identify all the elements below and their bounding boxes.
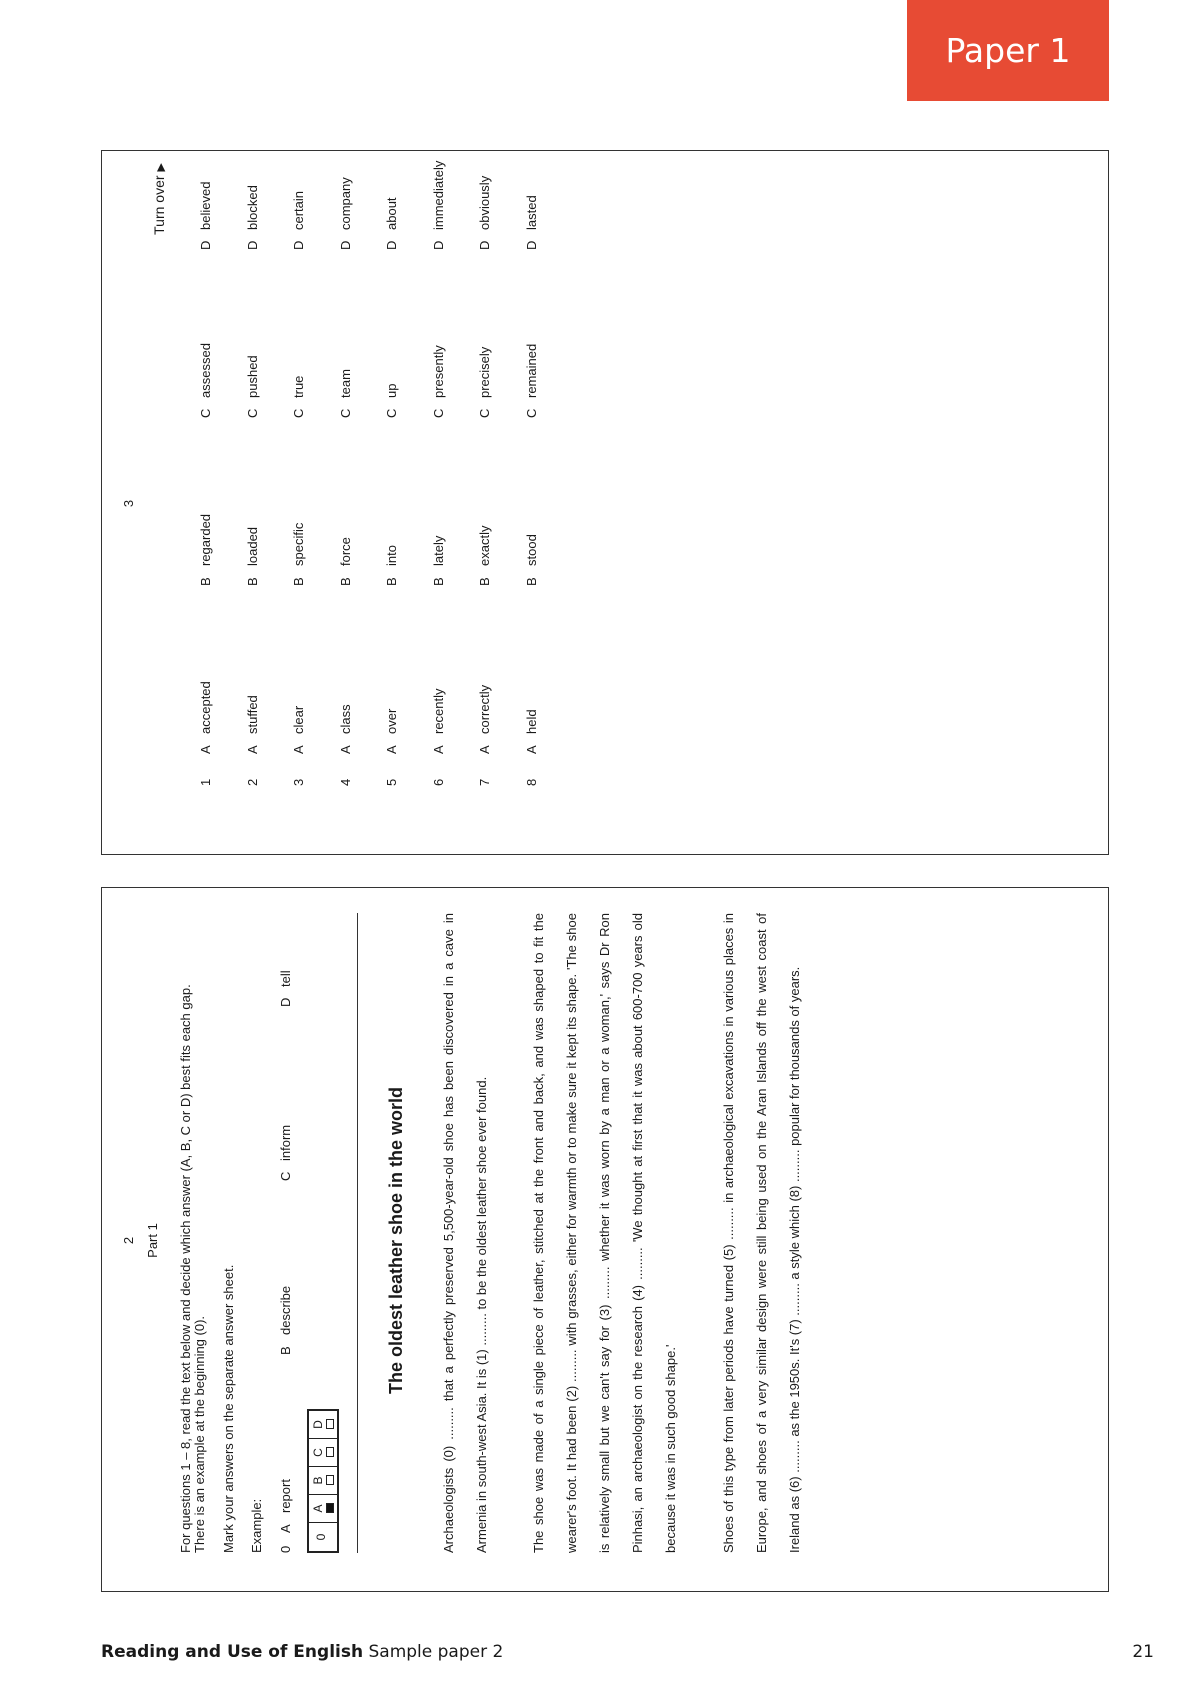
instruction-2: There is an example at the beginning (0). <box>192 1315 207 1553</box>
option-letter-d: D <box>384 240 399 250</box>
example-d: tell <box>278 970 293 987</box>
option-letter-a: A <box>523 745 539 754</box>
option-letter-d: D <box>291 240 306 250</box>
option-row <box>197 181 217 786</box>
option-letter-a: A <box>291 745 306 754</box>
page-2-panel <box>101 887 1109 1592</box>
option-letter-d: D <box>198 240 213 250</box>
option-c: presently <box>430 345 446 398</box>
paper-tab: Paper 1 <box>907 0 1109 101</box>
option-letter-d: D <box>244 240 260 250</box>
footer-page-number: 21 <box>1132 1642 1154 1662</box>
example-box-c-letter: C <box>311 1448 325 1457</box>
option-letter-d: D <box>523 240 539 250</box>
option-letter-b: B <box>291 577 306 586</box>
option-letter-b: B <box>523 577 539 586</box>
option-letter-c: C <box>430 408 446 418</box>
option-row <box>476 175 496 786</box>
empty-mark <box>326 1447 334 1457</box>
example-box-b-letter: B <box>311 1476 325 1485</box>
option-b: lately <box>430 535 446 566</box>
option-letter-a: A <box>477 745 492 754</box>
example-b-letter: B <box>278 1346 293 1355</box>
turn-over-label: Turn over <box>151 175 167 235</box>
option-letter-c: C <box>291 408 306 418</box>
example-box-num: 0 <box>314 1533 328 1541</box>
option-b: into <box>384 545 399 566</box>
example-box-a <box>309 1495 337 1523</box>
option-b: loaded <box>244 526 260 566</box>
option-number: 6 <box>430 778 446 786</box>
option-letter-a: A <box>198 745 213 754</box>
option-d: about <box>384 197 399 230</box>
option-b: specific <box>291 522 306 566</box>
option-c: pushed <box>244 355 260 398</box>
option-c: precisely <box>477 346 492 398</box>
footer-title <box>101 1642 503 1662</box>
option-b: force <box>337 537 353 566</box>
option-letter-a: A <box>384 745 399 754</box>
example-d-letter: D <box>278 997 293 1007</box>
option-row <box>290 186 310 786</box>
option-c: remained <box>523 343 539 398</box>
example-c: inform <box>278 1124 293 1161</box>
option-a: held <box>523 709 539 734</box>
option-a: recently <box>430 688 446 734</box>
option-a: over <box>384 708 399 734</box>
page-3 <box>102 151 1110 856</box>
paragraph-3: Shoes of this type from later periods have turned (5) ......... in archaeological excavations in various places in Europe, and shoes of a very similar design were still being used on the Aran Islands off the west coast of Ireland as (6) ......... as the 1950s. It's (7) ......... a style which (8) ......... popular for thousands of years. <box>721 913 802 1553</box>
option-d: blocked <box>244 185 260 230</box>
example-a-letter: A <box>278 1524 293 1533</box>
turn-over[interactable] <box>150 163 170 235</box>
option-d: immediately <box>430 160 446 230</box>
page-3-panel <box>101 150 1109 855</box>
option-b: regarded <box>198 513 213 566</box>
option-letter-d: D <box>430 240 446 250</box>
option-a: correctly <box>477 684 492 734</box>
empty-mark <box>326 1475 334 1485</box>
story-title: The oldest leather shoe in the world <box>386 1086 406 1395</box>
part-heading: Part 1 <box>145 1223 160 1258</box>
instruction-3: Mark your answers on the separate answer sheet. <box>221 1264 236 1553</box>
option-row <box>244 186 264 786</box>
option-letter-c: C <box>198 408 213 418</box>
empty-mark <box>326 1419 334 1429</box>
option-a: stuffed <box>244 695 260 734</box>
option-row <box>430 160 450 786</box>
option-c: up <box>384 383 399 398</box>
example-box-c <box>309 1439 337 1467</box>
option-letter-b: B <box>337 577 353 586</box>
option-letter-a: A <box>337 745 353 754</box>
triangle-right-icon: ▶ <box>155 163 167 172</box>
option-letter-c: C <box>477 408 492 418</box>
selected-mark <box>326 1503 334 1513</box>
option-letter-c: C <box>523 408 539 418</box>
option-a: class <box>337 704 353 734</box>
page-2-number: 2 <box>121 1236 136 1245</box>
option-letter-c: C <box>244 408 260 418</box>
paragraph-2: The shoe was made of a single piece of leather, stitched at the front and back, and was shaped to fit the wearer's foot. It had been (2) ......... with grasses, either for warmth or to make sure it kept its shape. 'The shoe is relatively small but we can't say for (3) ......... whether it was worn by a man or a woman,' says Dr Ron Pinhasi, an archaeologist on the research (4) ......... 'We thought at first that it was about 600-700 years old because it was in such good shape.' <box>531 913 678 1553</box>
option-letter-b: B <box>430 577 446 586</box>
option-a: accepted <box>198 681 213 734</box>
option-row <box>383 186 403 786</box>
option-number: 4 <box>337 778 353 786</box>
example-b: describe <box>278 1285 293 1335</box>
page-2 <box>102 888 1110 1593</box>
option-letter-c: C <box>337 408 353 418</box>
option-letter-c: C <box>384 408 399 418</box>
option-letter-a: A <box>244 745 260 754</box>
option-number: 1 <box>198 778 213 786</box>
example-row <box>277 953 297 1553</box>
option-letter-d: D <box>477 240 492 250</box>
option-letter-d: D <box>337 240 353 250</box>
example-answer-box <box>307 1409 339 1553</box>
option-number: 7 <box>477 778 492 786</box>
example-c-letter: C <box>278 1171 293 1181</box>
option-a: clear <box>291 705 306 734</box>
option-c: true <box>291 375 306 398</box>
footer-title-bold: Reading and Use of English <box>101 1642 364 1662</box>
option-number: 3 <box>291 778 306 786</box>
option-d: company <box>337 177 353 230</box>
option-letter-b: B <box>198 577 213 586</box>
option-letter-b: B <box>384 577 399 586</box>
option-letter-a: A <box>430 745 446 754</box>
option-c: assessed <box>198 343 213 398</box>
option-letter-b: B <box>244 577 260 586</box>
option-row <box>523 186 543 786</box>
example-box-d <box>309 1411 337 1439</box>
option-number: 2 <box>244 778 260 786</box>
example-box-b <box>309 1467 337 1495</box>
example-num: 0 <box>278 1545 293 1553</box>
option-b: exactly <box>477 525 492 566</box>
example-box-a-letter: A <box>311 1504 325 1513</box>
option-b: stood <box>523 534 539 566</box>
option-number: 8 <box>523 778 539 786</box>
example-box-d-letter: D <box>311 1420 325 1429</box>
paragraph-1: Archaeologists (0) ......... that a perfectly preserved 5,500-year-old shoe has been discovered in a cave in Armenia in south-west Asia. It is (1) ......... to be the oldest leather shoe ever found. <box>441 913 489 1553</box>
option-d: believed <box>198 181 213 230</box>
option-letter-b: B <box>477 577 492 586</box>
option-number: 5 <box>384 778 399 786</box>
example-a: report <box>278 1479 293 1513</box>
divider <box>357 913 358 1553</box>
option-d: lasted <box>523 195 539 230</box>
option-d: certain <box>291 190 306 230</box>
example-label: Example: <box>249 1498 264 1553</box>
instruction-1: For questions 1 – 8, read the text below and decide which answer (A, B, C or D) best fits each gap. <box>178 984 193 1553</box>
page-3-number: 3 <box>121 499 136 508</box>
option-c: team <box>337 369 353 398</box>
option-d: obviously <box>477 175 492 230</box>
footer-title-rest: Sample paper 2 <box>368 1642 504 1662</box>
option-row <box>337 177 357 786</box>
